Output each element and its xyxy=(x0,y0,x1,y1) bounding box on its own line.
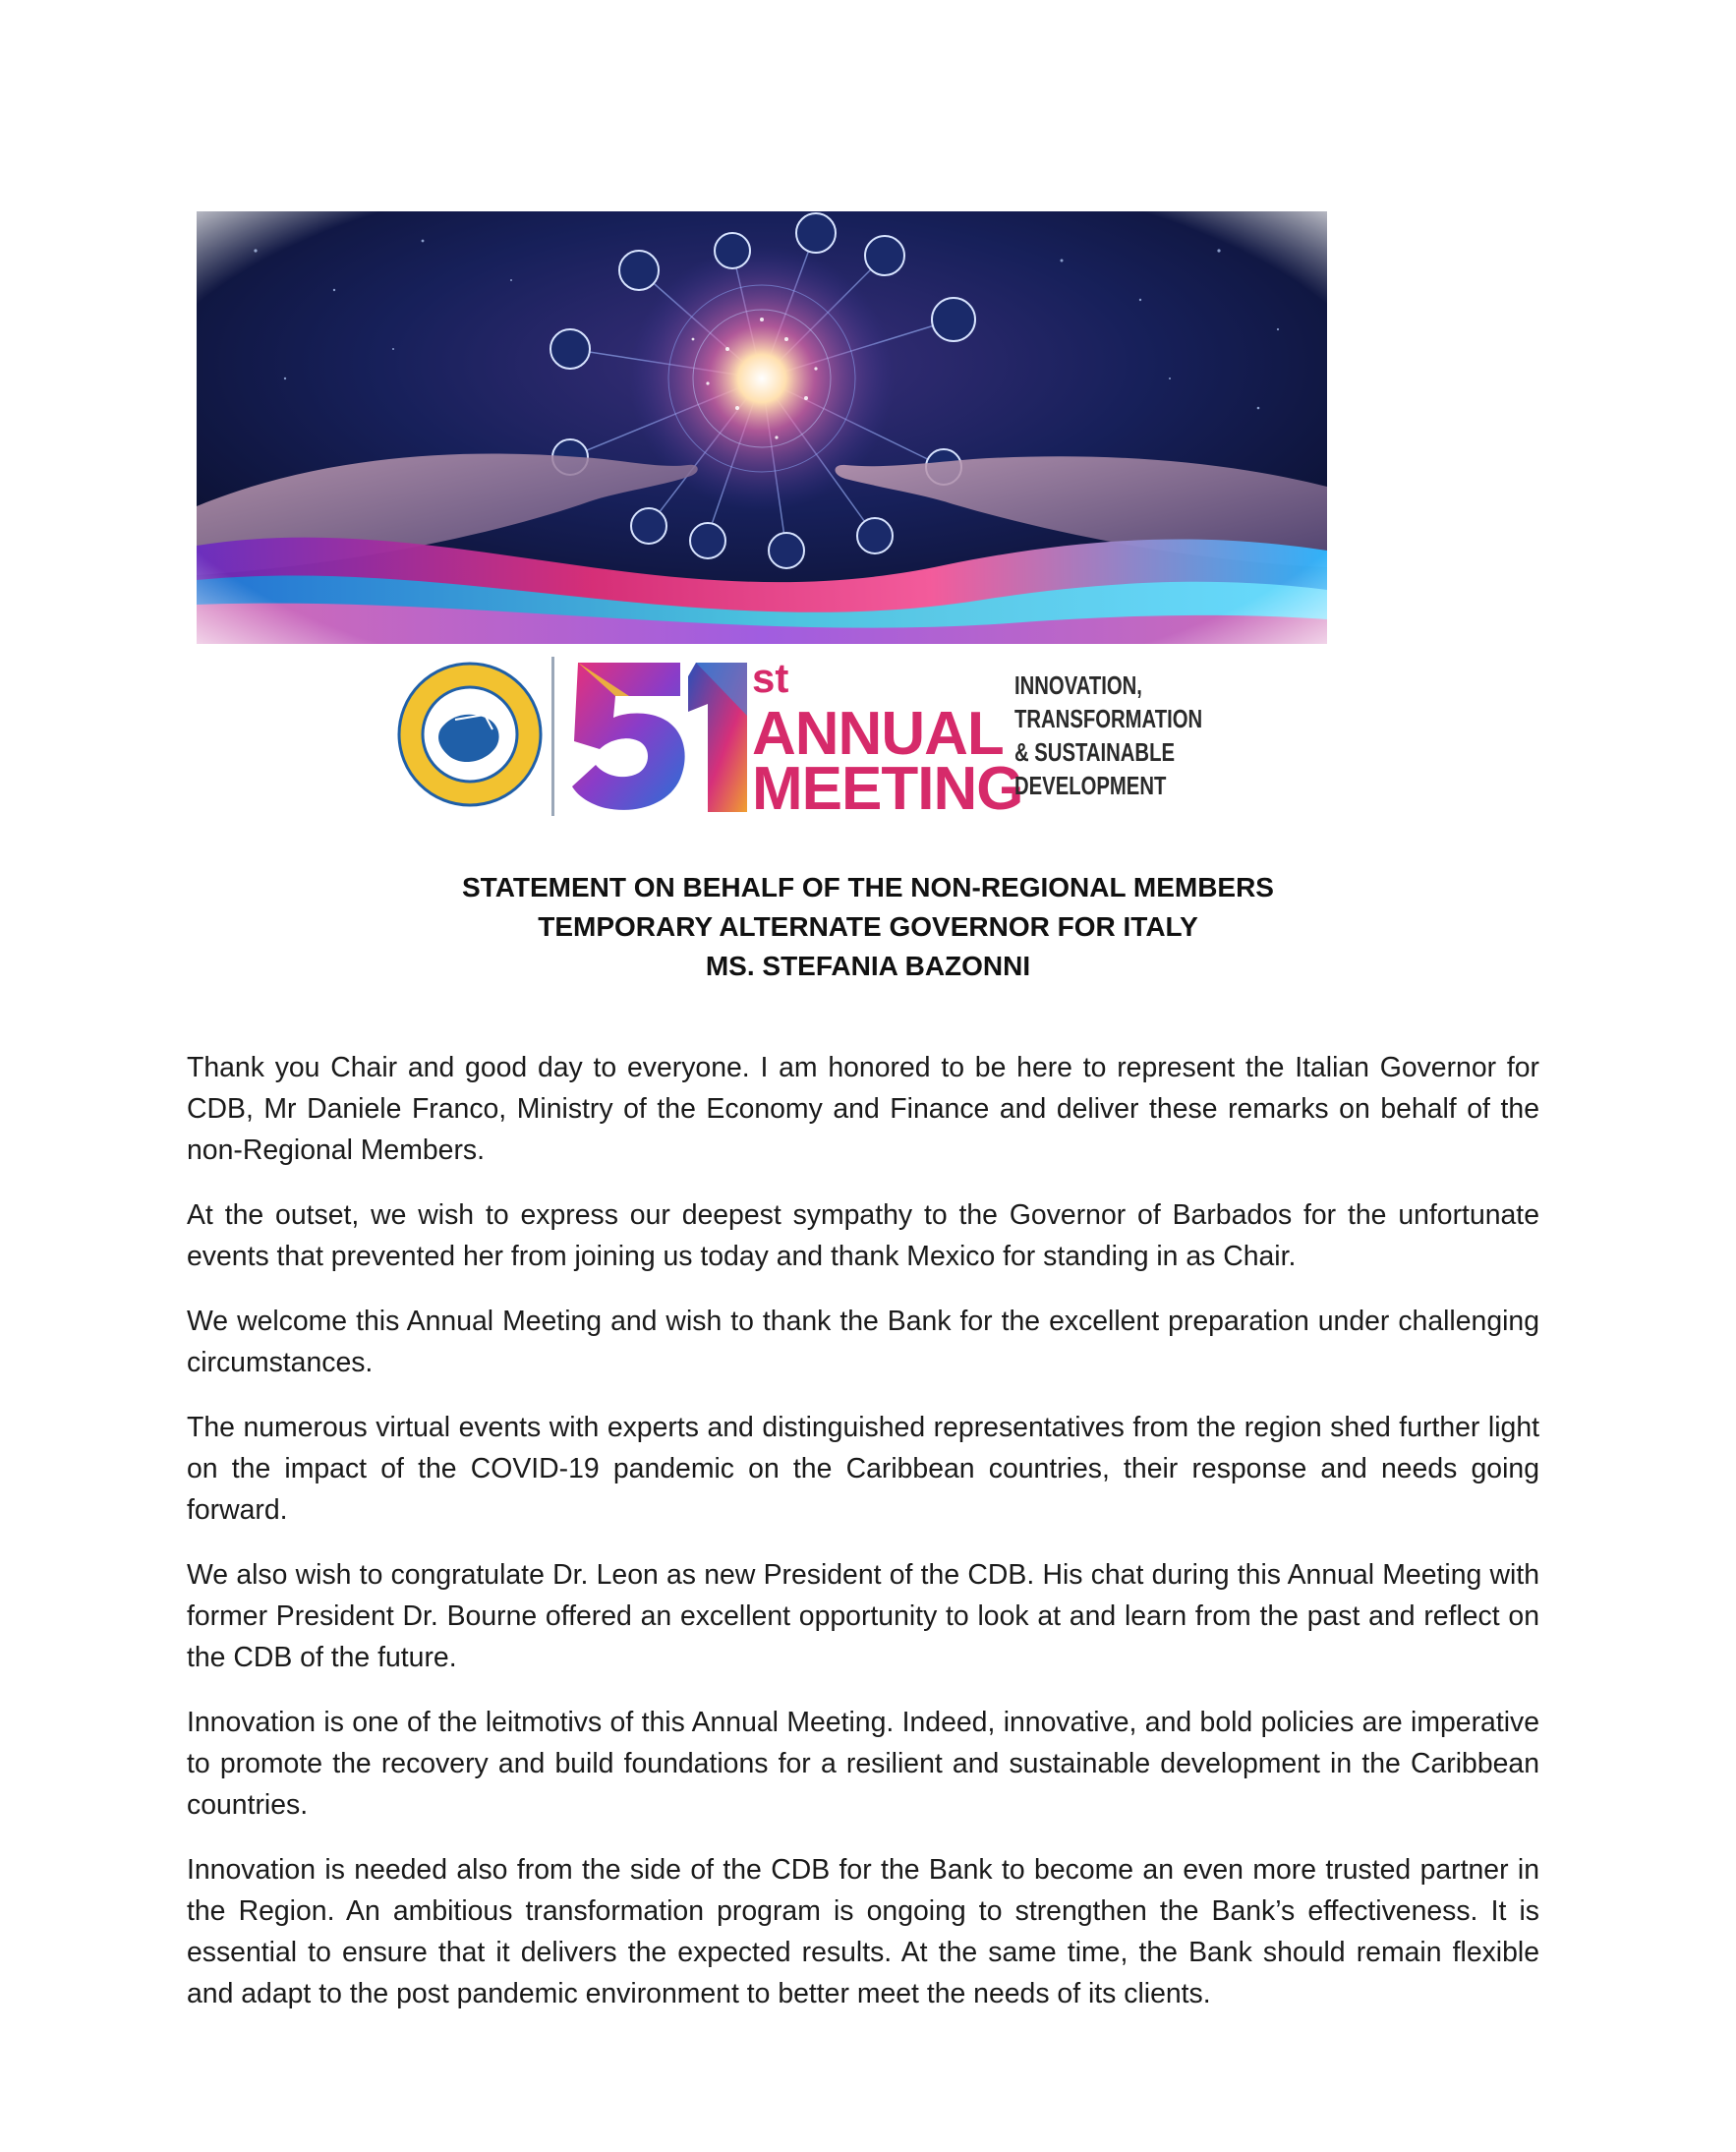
ordinal-suffix: st xyxy=(752,655,789,701)
banner-illustration xyxy=(197,211,1327,644)
body-paragraph: We also wish to congratulate Dr. Leon as new President of the CDB. His chat during this Annual Meeting with former President Dr. Bourne offered an excellent opportunity to look at and learn from the past and reflect on the CDB of the future. xyxy=(187,1559,1539,1673)
body-paragraph: We welcome this Annual Meeting and wish to thank the Bank for the excellent preparation under challenging circumstances. xyxy=(187,1306,1539,1378)
number-51-graphic xyxy=(570,657,752,816)
meeting-word: MEETING xyxy=(752,755,1023,823)
body-paragraph: Innovation is needed also from the side of the CDB for the Bank to become an even more trusted partner in the Region. An ambitious transformation program is ongoing to strengthen the Bank’s effectiveness. It is essential to ensure that it delivers the expected results. At the same time, the Bank should remain flexible and adapt to the post pandemic environment to better meet the needs of its clients. xyxy=(187,1854,1539,2009)
statement-body xyxy=(187,1047,1539,2038)
tagline-line: TRANSFORMATION xyxy=(1014,704,1203,733)
annual-meeting-logo-strip xyxy=(388,651,1332,828)
body-paragraph: Innovation is one of the leitmotivs of this Annual Meeting. Indeed, innovative, and bold policies are imperative to promote the recovery and build foundations for a resilient and sustainable development in the Caribbean countries. xyxy=(187,1707,1539,1821)
cdb-seal-logo xyxy=(396,661,544,808)
body-paragraph: Thank you Chair and good day to everyone. I am honored to be here to represent the Italian Governor for CDB, Mr Daniele Franco, Ministry of the Economy and Finance and deliver these remarks on behalf of the non-Regional Members. xyxy=(187,1052,1539,1166)
statement-title-block xyxy=(187,868,1549,986)
logo-divider xyxy=(551,657,554,816)
tagline-line: & SUSTAINABLE xyxy=(1014,737,1175,767)
tagline-line: DEVELOPMENT xyxy=(1014,771,1167,800)
body-paragraph: At the outset, we wish to express our deepest sympathy to the Governor of Barbados for the unfortunate events that prevented her from joining us today and thank Mexico for standing in as Chair. xyxy=(187,1199,1539,1272)
speaker-name: MS. STEFANIA BAZONNI xyxy=(705,951,1031,981)
tagline-line: INNOVATION, xyxy=(1014,670,1142,700)
logo-tagline xyxy=(1014,669,1203,802)
header-banner-image xyxy=(197,211,1327,644)
annual-word: ANNUAL xyxy=(752,700,1004,768)
statement-title: STATEMENT ON BEHALF OF THE NON-REGIONAL MEMBERS xyxy=(462,872,1274,902)
body-paragraph: The numerous virtual events with experts and distinguished representatives from the region shed further light on the impact of the COVID-19 pandemic on the Caribbean countries, their response and needs going forward. xyxy=(187,1412,1539,1526)
speaker-role: TEMPORARY ALTERNATE GOVERNOR FOR ITALY xyxy=(538,911,1198,942)
